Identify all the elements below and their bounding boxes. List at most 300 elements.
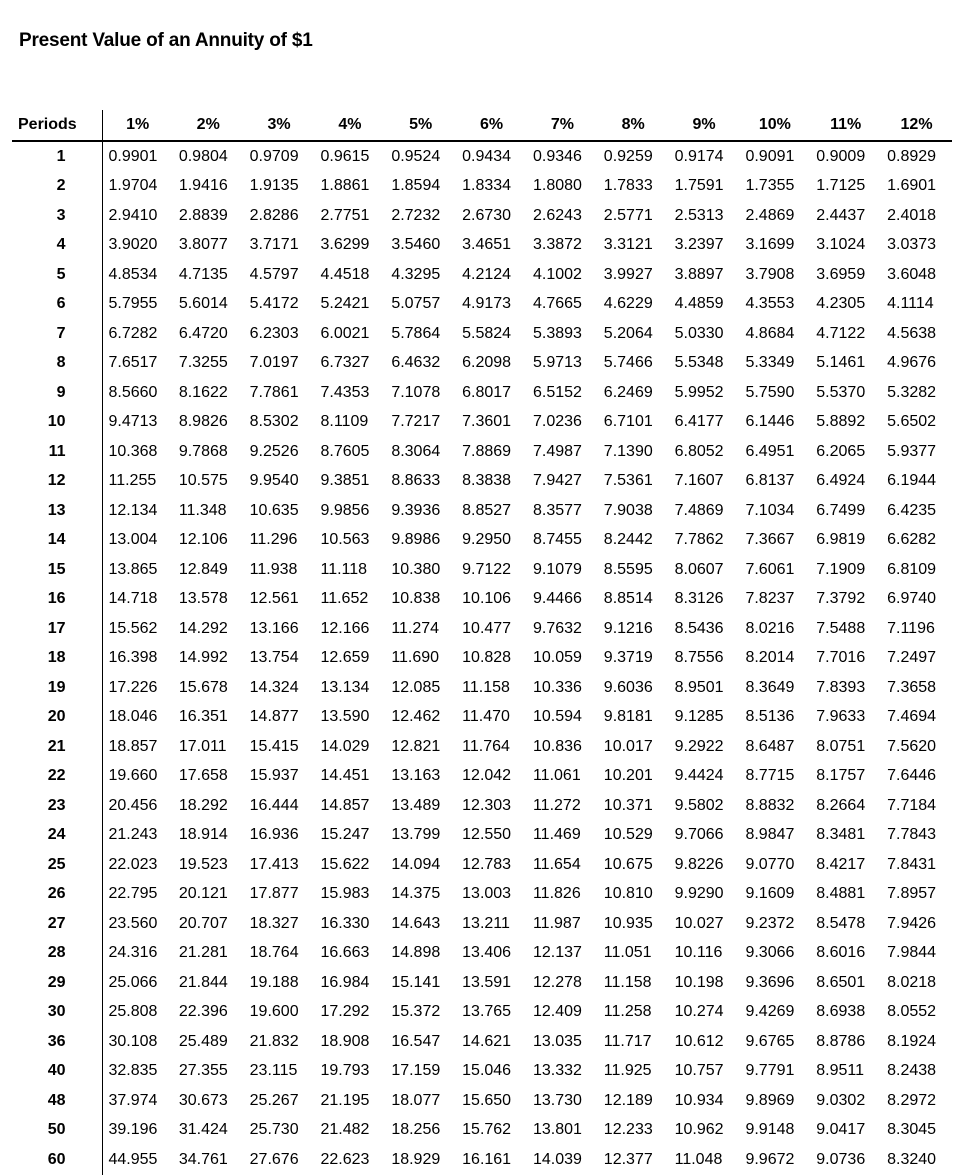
value-cell: 9.9148 [745,1121,795,1139]
rate-header: 2% [173,110,244,141]
table-row [12,673,952,703]
value-cell: 13.590 [320,708,370,726]
value-cell: 15.141 [391,973,441,991]
value-cell: 7.4869 [674,501,724,519]
value-cell: 8.3045 [887,1121,937,1139]
value-cell: 4.3295 [391,265,441,283]
value-cell: 1.6901 [887,177,937,195]
value-cell: 10.838 [391,590,441,608]
value-cell: 1.9135 [249,177,299,195]
value-cell: 22.023 [108,855,158,873]
table-row [12,555,952,585]
value-cell: 17.413 [249,855,299,873]
value-cell: 2.8286 [249,206,299,224]
value-cell: 9.4424 [674,767,724,785]
value-cell: 13.035 [532,1032,582,1050]
value-cell: 2.7751 [320,206,370,224]
value-cell: 1.7591 [674,177,724,195]
value-cell: 4.7665 [532,295,582,313]
value-cell: 7.9427 [532,472,582,490]
value-cell: 13.166 [249,619,299,637]
value-cell: 5.7466 [603,354,653,372]
period-cell: 22 [12,762,102,792]
value-cell: 7.8237 [745,590,795,608]
value-cell: 7.6517 [108,354,158,372]
value-cell: 12.189 [603,1091,653,1109]
value-cell: 32.835 [108,1062,158,1080]
period-cell: 8 [12,349,102,379]
value-cell: 25.730 [249,1121,299,1139]
value-cell: 13.765 [462,1003,512,1021]
periods-header: Periods [12,110,102,141]
period-cell: 27 [12,909,102,939]
value-cell: 6.5152 [532,383,582,401]
value-cell: 8.5302 [249,413,299,431]
period-cell: 10 [12,408,102,438]
value-cell: 14.877 [249,708,299,726]
period-cell: 60 [12,1145,102,1175]
value-cell: 4.4859 [674,295,724,313]
value-cell: 15.046 [462,1062,512,1080]
value-cell: 44.955 [108,1150,158,1168]
value-cell: 14.857 [320,796,370,814]
value-cell: 9.6765 [745,1032,795,1050]
value-cell: 13.134 [320,678,370,696]
value-cell: 5.7864 [391,324,441,342]
value-cell: 8.6938 [816,1003,866,1021]
value-cell: 5.5824 [462,324,512,342]
period-cell: 19 [12,673,102,703]
value-cell: 5.2064 [603,324,653,342]
value-cell: 2.4018 [887,206,937,224]
table-row [12,408,952,438]
value-cell: 11.938 [249,560,298,578]
value-cell: 8.7455 [532,531,582,549]
value-cell: 16.547 [391,1032,441,1050]
value-cell: 16.936 [249,826,299,844]
value-cell: 25.489 [178,1032,228,1050]
value-cell: 12.106 [178,531,228,549]
value-cell: 15.372 [391,1003,441,1021]
value-cell: 12.561 [249,590,299,608]
value-cell: 6.4632 [391,354,441,372]
table-row [12,821,952,851]
value-cell: 12.849 [178,560,228,578]
value-cell: 14.292 [178,619,228,637]
value-cell: 8.1924 [887,1032,937,1050]
value-cell: 9.8226 [674,855,724,873]
value-cell: 7.7843 [887,826,937,844]
value-cell: 11.158 [603,973,652,991]
value-cell: 16.444 [249,796,299,814]
period-cell: 2 [12,172,102,202]
table-row [12,260,952,290]
value-cell: 3.5460 [391,236,441,254]
period-cell: 14 [12,526,102,556]
value-cell: 11.274 [391,619,440,637]
table-row [12,732,952,762]
value-cell: 0.9524 [391,147,441,165]
value-cell: 7.1196 [887,619,935,637]
value-cell: 0.9346 [532,147,582,165]
value-cell: 18.077 [391,1091,441,1109]
value-cell: 11.258 [603,1003,652,1021]
value-cell: 11.470 [462,708,510,726]
table-row [12,378,952,408]
value-cell: 7.1034 [745,501,795,519]
table-row [12,614,952,644]
value-cell: 0.9259 [603,147,653,165]
value-cell: 34.761 [178,1150,228,1168]
table-row [12,791,952,821]
value-cell: 8.7715 [745,767,795,785]
table-row [12,1027,952,1057]
value-cell: 13.754 [249,649,299,667]
value-cell: 7.6446 [887,767,937,785]
value-cell: 9.9856 [320,501,370,519]
value-cell: 9.8181 [603,708,653,726]
value-cell: 9.2372 [745,914,795,932]
value-cell: 12.821 [391,737,441,755]
value-cell: 10.575 [178,472,228,490]
table-row [12,319,952,349]
value-cell: 18.764 [249,944,299,962]
table-row [12,526,952,556]
period-cell: 7 [12,319,102,349]
rate-header: 1% [102,110,173,141]
value-cell: 9.7791 [745,1062,795,1080]
value-cell: 16.663 [320,944,370,962]
value-cell: 9.0417 [816,1121,866,1139]
value-cell: 3.9927 [603,265,653,283]
value-cell: 12.166 [320,619,370,637]
value-cell: 11.048 [674,1150,723,1168]
table-row [12,909,952,939]
value-cell: 8.0607 [674,560,724,578]
value-cell: 10.529 [603,826,653,844]
value-cell: 10.059 [532,649,582,667]
value-cell: 3.3872 [532,236,582,254]
value-cell: 7.4987 [532,442,582,460]
value-cell: 22.795 [108,885,158,903]
value-cell: 8.2442 [603,531,653,549]
value-cell: 0.9901 [108,147,158,165]
value-cell: 20.707 [178,914,228,932]
table-row [12,968,952,998]
value-cell: 3.1024 [816,236,866,254]
value-cell: 3.8897 [674,265,724,283]
value-cell: 6.2098 [462,354,512,372]
value-cell: 7.3658 [887,678,937,696]
value-cell: 11.925 [603,1062,652,1080]
table-row [12,172,952,202]
value-cell: 11.690 [391,649,440,667]
value-cell: 3.7908 [745,265,795,283]
annuity-table [12,110,952,1175]
value-cell: 7.9038 [603,501,653,519]
period-cell: 29 [12,968,102,998]
value-cell: 6.1446 [745,413,795,431]
value-cell: 11.296 [249,531,298,549]
value-cell: 10.675 [603,855,653,873]
value-cell: 8.3838 [462,472,512,490]
value-cell: 37.974 [108,1091,158,1109]
value-cell: 9.8969 [745,1091,795,1109]
period-cell: 48 [12,1086,102,1116]
value-cell: 2.7232 [391,206,441,224]
value-cell: 8.2438 [887,1062,937,1080]
value-cell: 4.9676 [887,354,937,372]
value-cell: 13.489 [391,796,441,814]
value-cell: 5.3349 [745,354,795,372]
value-cell: 7.4353 [320,383,370,401]
value-cell: 14.029 [320,737,370,755]
value-cell: 9.9290 [674,885,724,903]
value-cell: 7.3601 [462,413,512,431]
value-cell: 1.8861 [320,177,370,195]
value-cell: 12.134 [108,501,158,519]
rate-header: 6% [456,110,527,141]
table-row [12,644,952,674]
table-row [12,201,952,231]
value-cell: 6.2303 [249,324,299,342]
value-cell: 14.898 [391,944,441,962]
value-cell: 2.6730 [462,206,512,224]
value-cell: 18.327 [249,914,299,932]
value-cell: 8.8786 [816,1032,866,1050]
value-cell: 9.4466 [532,590,582,608]
value-cell: 3.0373 [887,236,937,254]
value-cell: 0.9804 [178,147,228,165]
value-cell: 22.623 [320,1150,370,1168]
value-cell: 8.3240 [887,1150,937,1168]
value-cell: 4.1114 [887,295,934,313]
value-cell: 9.1285 [674,708,724,726]
period-cell: 25 [12,850,102,880]
value-cell: 9.1609 [745,885,795,903]
value-cell: 3.6299 [320,236,370,254]
value-cell: 11.987 [532,914,581,932]
value-cell: 6.2469 [603,383,653,401]
table-row [12,880,952,910]
period-cell: 3 [12,201,102,231]
value-cell: 9.9540 [249,472,299,490]
value-cell: 8.1757 [816,767,866,785]
value-cell: 0.9615 [320,147,370,165]
rate-header: 11% [810,110,881,141]
page-title: Present Value of an Annuity of $1 [19,30,313,51]
value-cell: 14.992 [178,649,228,667]
value-cell: 18.256 [391,1121,441,1139]
rate-header: 5% [385,110,456,141]
period-cell: 12 [12,467,102,497]
value-cell: 7.5488 [816,619,866,637]
table-body [12,141,952,1175]
value-cell: 10.368 [108,442,158,460]
value-cell: 14.094 [391,855,441,873]
value-cell: 10.934 [674,1091,724,1109]
period-cell: 28 [12,939,102,969]
value-cell: 7.7862 [674,531,724,549]
value-cell: 10.757 [674,1062,724,1080]
value-cell: 10.612 [674,1032,724,1050]
value-cell: 14.718 [108,590,158,608]
value-cell: 8.1109 [320,413,369,431]
value-cell: 11.764 [462,737,510,755]
value-cell: 0.9174 [674,147,724,165]
value-cell: 13.163 [391,767,441,785]
value-cell: 0.9091 [745,147,795,165]
value-cell: 5.8892 [816,413,866,431]
value-cell: 7.1078 [391,383,441,401]
value-cell: 17.159 [391,1062,441,1080]
value-cell: 9.3066 [745,944,795,962]
value-cell: 8.5595 [603,560,653,578]
value-cell: 4.9173 [462,295,512,313]
value-cell: 13.591 [462,973,512,991]
value-cell: 4.2124 [462,265,512,283]
value-cell: 11.652 [320,590,369,608]
value-cell: 17.292 [320,1003,370,1021]
rate-header: 12% [881,110,952,141]
value-cell: 7.5361 [603,472,653,490]
value-cell: 13.578 [178,590,228,608]
value-cell: 7.1607 [674,472,724,490]
value-cell: 30.673 [178,1091,228,1109]
value-cell: 8.3126 [674,590,724,608]
value-cell: 18.046 [108,708,158,726]
value-cell: 7.5620 [887,737,937,755]
value-cell: 12.303 [462,796,512,814]
value-cell: 12.550 [462,826,512,844]
table-row [12,496,952,526]
value-cell: 2.5771 [603,206,653,224]
rate-header: 3% [244,110,315,141]
value-cell: 3.6048 [887,265,937,283]
value-cell: 9.2950 [462,531,512,549]
value-cell: 4.7135 [178,265,228,283]
value-cell: 5.7590 [745,383,795,401]
value-cell: 1.9704 [108,177,158,195]
table-row [12,1086,952,1116]
value-cell: 3.4651 [462,236,512,254]
value-cell: 6.4951 [745,442,795,460]
table-row [12,290,952,320]
value-cell: 21.832 [249,1032,299,1050]
value-cell: 15.678 [178,678,228,696]
value-cell: 8.2664 [816,796,866,814]
value-cell: 9.3719 [603,649,653,667]
value-cell: 10.810 [603,885,653,903]
table-row [12,437,952,467]
table-row [12,762,952,792]
value-cell: 21.482 [320,1121,370,1139]
period-cell: 36 [12,1027,102,1057]
value-cell: 15.622 [320,855,370,873]
period-cell: 21 [12,732,102,762]
value-cell: 10.116 [674,944,723,962]
value-cell: 15.762 [462,1121,512,1139]
value-cell: 18.857 [108,737,158,755]
value-cell: 8.0218 [887,973,937,991]
value-cell: 16.398 [108,649,158,667]
value-cell: 1.7833 [603,177,653,195]
value-cell: 21.195 [320,1091,370,1109]
value-cell: 8.0216 [745,619,795,637]
table-row [12,1057,952,1087]
value-cell: 8.4217 [816,855,866,873]
value-cell: 12.659 [320,649,370,667]
value-cell: 8.3577 [532,501,582,519]
value-cell: 21.844 [178,973,228,991]
value-cell: 2.9410 [108,206,158,224]
value-cell: 1.8594 [391,177,441,195]
value-cell: 10.201 [603,767,653,785]
value-cell: 14.324 [249,678,299,696]
value-cell: 17.877 [249,885,299,903]
period-cell: 26 [12,880,102,910]
value-cell: 27.676 [249,1150,299,1168]
value-cell: 8.3064 [391,442,441,460]
rate-header: 10% [739,110,810,141]
value-cell: 7.1390 [603,442,653,460]
table-row [12,141,952,172]
value-cell: 8.6501 [816,973,866,991]
period-cell: 24 [12,821,102,851]
value-cell: 5.1461 [816,354,866,372]
value-cell: 19.188 [249,973,299,991]
value-cell: 9.8986 [391,531,441,549]
value-cell: 2.4437 [816,206,866,224]
value-cell: 7.9633 [816,708,866,726]
value-cell: 7.8431 [887,855,937,873]
value-cell: 11.826 [532,885,581,903]
value-cell: 14.643 [391,914,441,932]
value-cell: 8.6487 [745,737,795,755]
value-cell: 10.380 [391,560,441,578]
value-cell: 15.247 [320,826,370,844]
value-cell: 7.7861 [249,383,299,401]
value-cell: 3.9020 [108,236,158,254]
value-cell: 5.5348 [674,354,724,372]
value-cell: 9.7122 [462,560,512,578]
period-cell: 16 [12,585,102,615]
value-cell: 13.799 [391,826,441,844]
value-cell: 10.477 [462,619,512,637]
value-cell: 12.377 [603,1150,653,1168]
value-cell: 4.2305 [816,295,866,313]
value-cell: 10.935 [603,914,653,932]
value-cell: 30.108 [108,1032,158,1050]
value-cell: 15.415 [249,737,299,755]
value-cell: 12.462 [391,708,441,726]
value-cell: 12.137 [532,944,582,962]
table-header [12,110,952,141]
value-cell: 8.9826 [178,413,228,431]
value-cell: 1.8080 [532,177,582,195]
value-cell: 7.8869 [462,442,512,460]
value-cell: 6.6282 [887,531,937,549]
value-cell: 6.8017 [462,383,512,401]
value-cell: 12.042 [462,767,512,785]
value-cell: 9.7632 [532,619,582,637]
value-cell: 18.292 [178,796,228,814]
value-cell: 7.4694 [887,708,937,726]
value-cell: 16.351 [178,708,228,726]
period-cell: 23 [12,791,102,821]
value-cell: 4.5797 [249,265,299,283]
value-cell: 11.118 [320,560,368,578]
